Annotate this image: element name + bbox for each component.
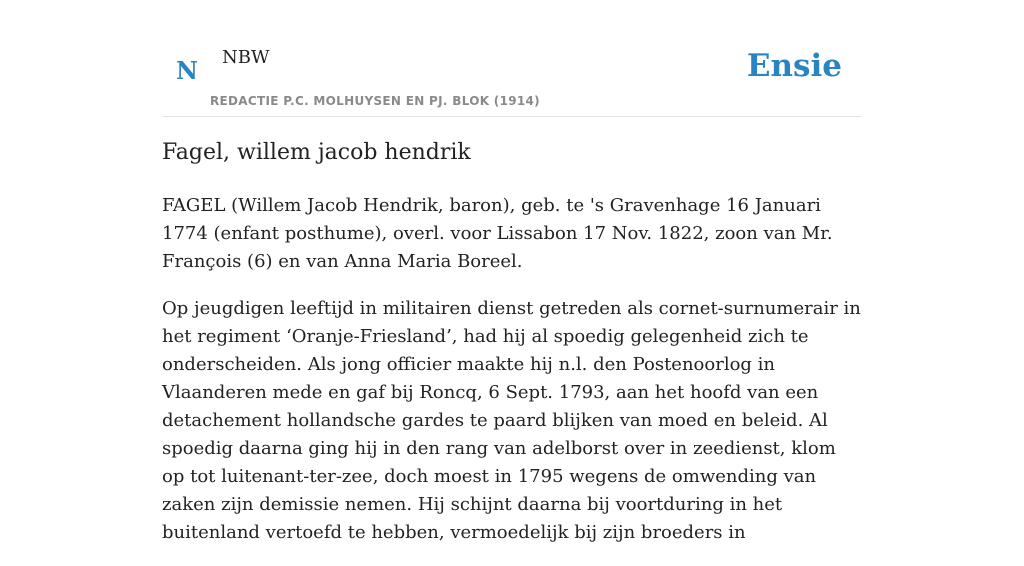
article-body <box>162 192 862 566</box>
header <box>162 0 862 117</box>
brand-logo[interactable]: Ensie <box>746 48 842 84</box>
article-paragraph: Op jeugdigen leeftijd in militairen dienst getreden als cornet-surnumerair in het regiment ‘Oranje-Friesland’, had hij al spoedig gelegenheid zich te onderscheiden. Als jong officier maakte hij n.l. den Postenoorlog in Vlaanderen mede en gaf bij Roncq, 6 Sept. 1793, aan het hoofd van een detachement hollandsche gardes te paard blijken van moed en beleid. Al spoedig daarna ging hij in den rang van adelborst over in zeedienst, klom op tot luitenant-ter-zee, doch moest in 1795 wegens de omwending van zaken zijn demissie nemen. Hij schijnt daarna bij voortduring in het buitenland vertoefd te hebben, vermoedelijk bij zijn broeders in <box>162 298 861 543</box>
article-paragraph: FAGEL (Willem Jacob Hendrik, baron), geb. te 's Gravenhage 16 Januari 1774 (enfant posthume), overl. voor Lissabon 17 Nov. 1822, zoon van Mr. François (6) en van Anna Maria Boreel. <box>162 195 833 272</box>
source-title[interactable]: NBW <box>222 47 270 68</box>
article-title: Fagel, willem jacob hendrik <box>162 140 471 165</box>
source-logo[interactable]: N <box>176 56 198 85</box>
source-editors: REDACTIE P.C. MOLHUYSEN EN PJ. BLOK (1914) <box>210 94 540 108</box>
